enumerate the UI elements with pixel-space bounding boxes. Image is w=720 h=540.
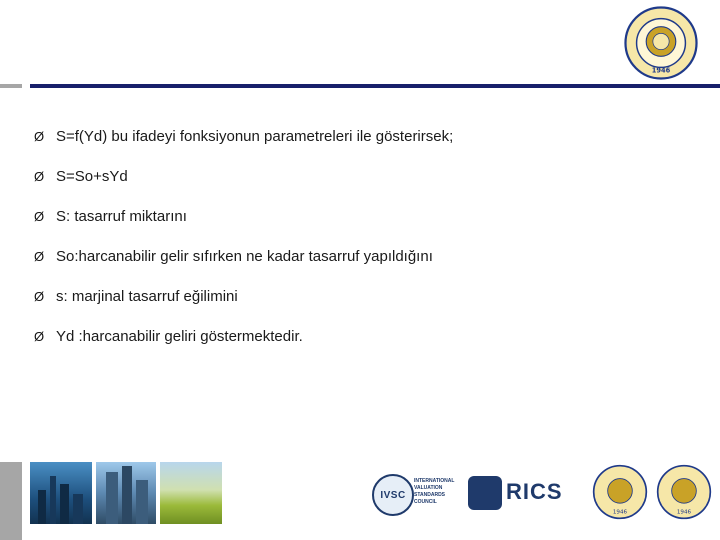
ivsc-logo: IVSC (372, 474, 414, 516)
bullet-text: S=So+sYd (56, 167, 128, 185)
seal-year: 1946 (676, 509, 692, 516)
header-navy-rule (30, 84, 720, 88)
seal-year: 1946 (612, 509, 628, 516)
bullet-text: S=f(Yd) bu ifadeyi fonksiyonun parametreleri ile gösterirsek; (56, 127, 454, 145)
bullet-item (34, 276, 694, 316)
ivsc-caption: INTERNATIONAL VALUATION STANDARDS COUNCIL (414, 478, 455, 505)
ankara-university-seal-icon (624, 6, 698, 80)
city-skyline-photo (30, 462, 92, 524)
seal-year: 1946 (651, 66, 671, 75)
bullet-text: Yd :harcanabilir geliri göstermektedir. (56, 327, 303, 345)
partner-logos (364, 462, 720, 524)
bullet-item (34, 236, 694, 276)
bullet-item (34, 196, 694, 236)
arrow-bullet-icon: Ø (34, 288, 45, 304)
arrow-bullet-icon: Ø (34, 208, 45, 224)
bullet-text: So:harcanabilir gelir sıfırken ne kadar tasarruf yapıldığını (56, 247, 433, 265)
header-gray-rule (0, 84, 22, 88)
bullet-item (34, 116, 694, 156)
bullet-item (34, 316, 694, 356)
bullet-text: S: tasarruf miktarını (56, 207, 187, 225)
office-towers-photo (96, 462, 156, 524)
arrow-bullet-icon: Ø (34, 168, 45, 184)
arrow-bullet-icon: Ø (34, 128, 45, 144)
rics-logo-text: RICS (506, 479, 563, 504)
rics-lion-icon (468, 476, 502, 510)
farmland-photo (160, 462, 222, 524)
arrow-bullet-icon: Ø (34, 248, 45, 264)
bullet-item (34, 156, 694, 196)
bullet-list (34, 116, 694, 356)
university-seal-icon (592, 464, 648, 520)
footer-gray-block (0, 462, 22, 540)
arrow-bullet-icon: Ø (34, 328, 45, 344)
university-seal-icon (656, 464, 712, 520)
bullet-text: s: marjinal tasarruf eğilimini (56, 287, 238, 305)
